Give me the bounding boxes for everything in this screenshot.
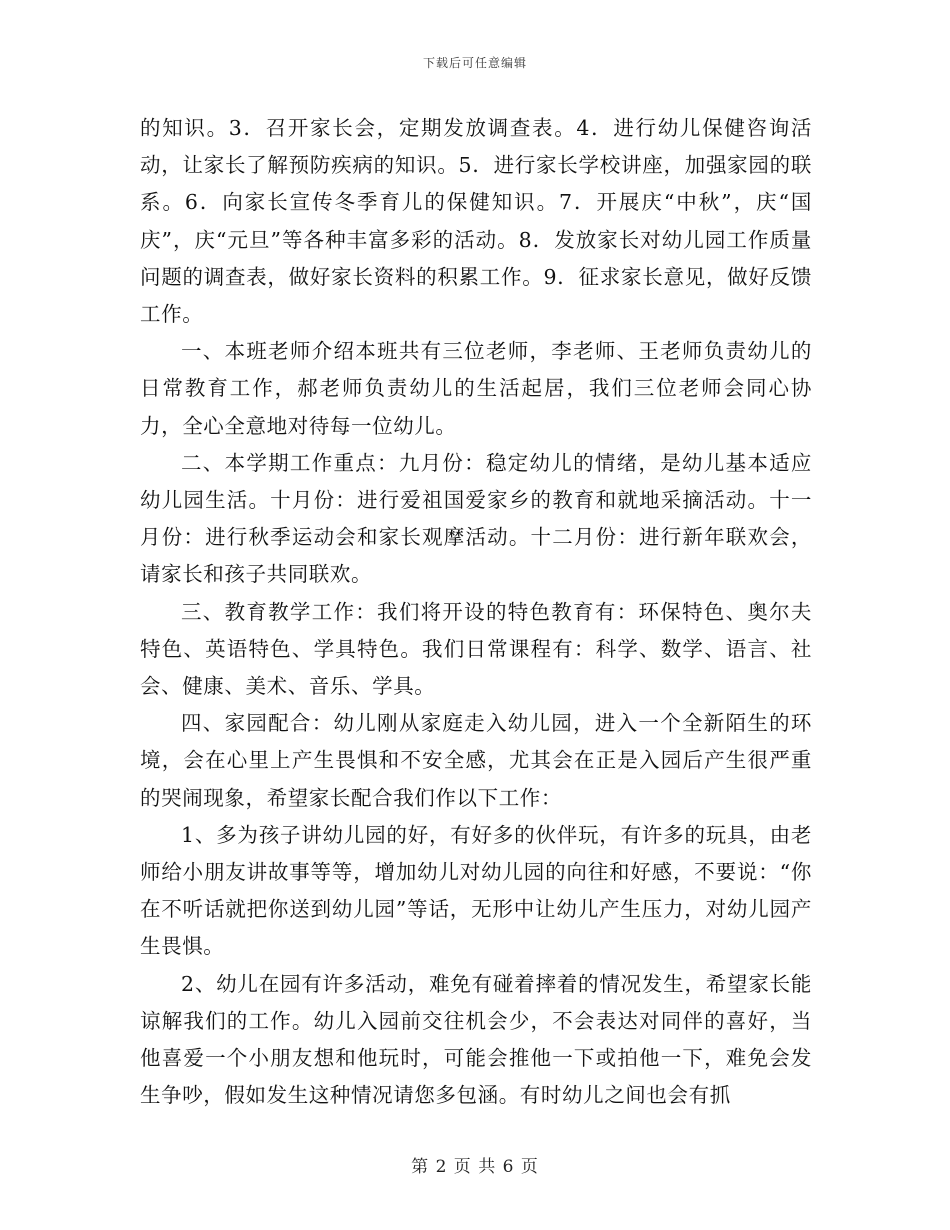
paragraph-item-2: 2、幼儿在园有许多活动，难免有碰着摔着的情况发生，希望家长能谅解我们的工作。幼儿入园前交往机会少，不会表达对同伴的喜好，当他喜爱一个小朋友想和他玩时，可能会推他一下或拍他一下，难免会发生争吵，假如发生这种情况请您多包涵。有时幼儿之间也会有抓: [140, 971, 812, 1108]
paragraph-semester-focus: 二、本学期工作重点：九月份：稳定幼儿的情绪，是幼儿基本适应幼儿园生活。十月份：进行爱祖国爱家乡的教育和就地采摘活动。十一月份：进行秋季运动会和家长观摩活动。十二月份：进行新年联欢会，请家长和孩子共同联欢。: [140, 450, 812, 587]
paragraph-teachers: 一、本班老师介绍本班共有三位老师，李老师、王老师负责幼儿的日常教育工作，郝老师负责幼儿的生活起居，我们三位老师会同心协力，全心全意地对待每一位幼儿。: [140, 339, 812, 438]
page-number-footer: 第 2 页 共 6 页: [411, 1157, 539, 1177]
paragraph-teaching-work: 三、教育教学工作：我们将开设的特色教育有：环保特色、奥尔夫特色、英语特色、学具特色。我们日常课程有：科学、数学、语言、社会、健康、美术、音乐、学具。: [140, 599, 812, 699]
paragraph-home-cooperation: 四、家园配合：幼儿刚从家庭走入幼儿园，进入一个全新陌生的环境，会在心里上产生畏惧和不安全感，尤其会在正是入园后产生很严重的哭闹现象，希望家长配合我们作以下工作：: [140, 711, 812, 810]
document-body: [140, 110, 812, 1114]
paragraph-continuation: 的知识。3．召开家长会，定期发放调查表。4．进行幼儿保健咨询活动，让家长了解预防疾病的知识。5．进行家长学校讲座，加强家园的联系。6．向家长宣传冬季育儿的保健知识。7．开展庆“中秋”，庆“国庆”，庆“元旦”等各种丰富多彩的活动。8．发放家长对幼儿园工作质量问题的调查表，做好家长资料的积累工作。9．征求家长意见，做好反馈工作。: [140, 116, 812, 327]
page-header: 下载后可任意编辑: [422, 56, 527, 70]
paragraph-item-1: 1、多为孩子讲幼儿园的好，有好多的伙伴玩，有许多的玩具，由老师给小朋友讲故事等等，增加幼儿对幼儿园的向往和好感，不要说：“你在不听话就把你送到幼儿园”等话，无形中让幼儿产生压力，对幼儿园产生畏惧。: [140, 822, 812, 959]
